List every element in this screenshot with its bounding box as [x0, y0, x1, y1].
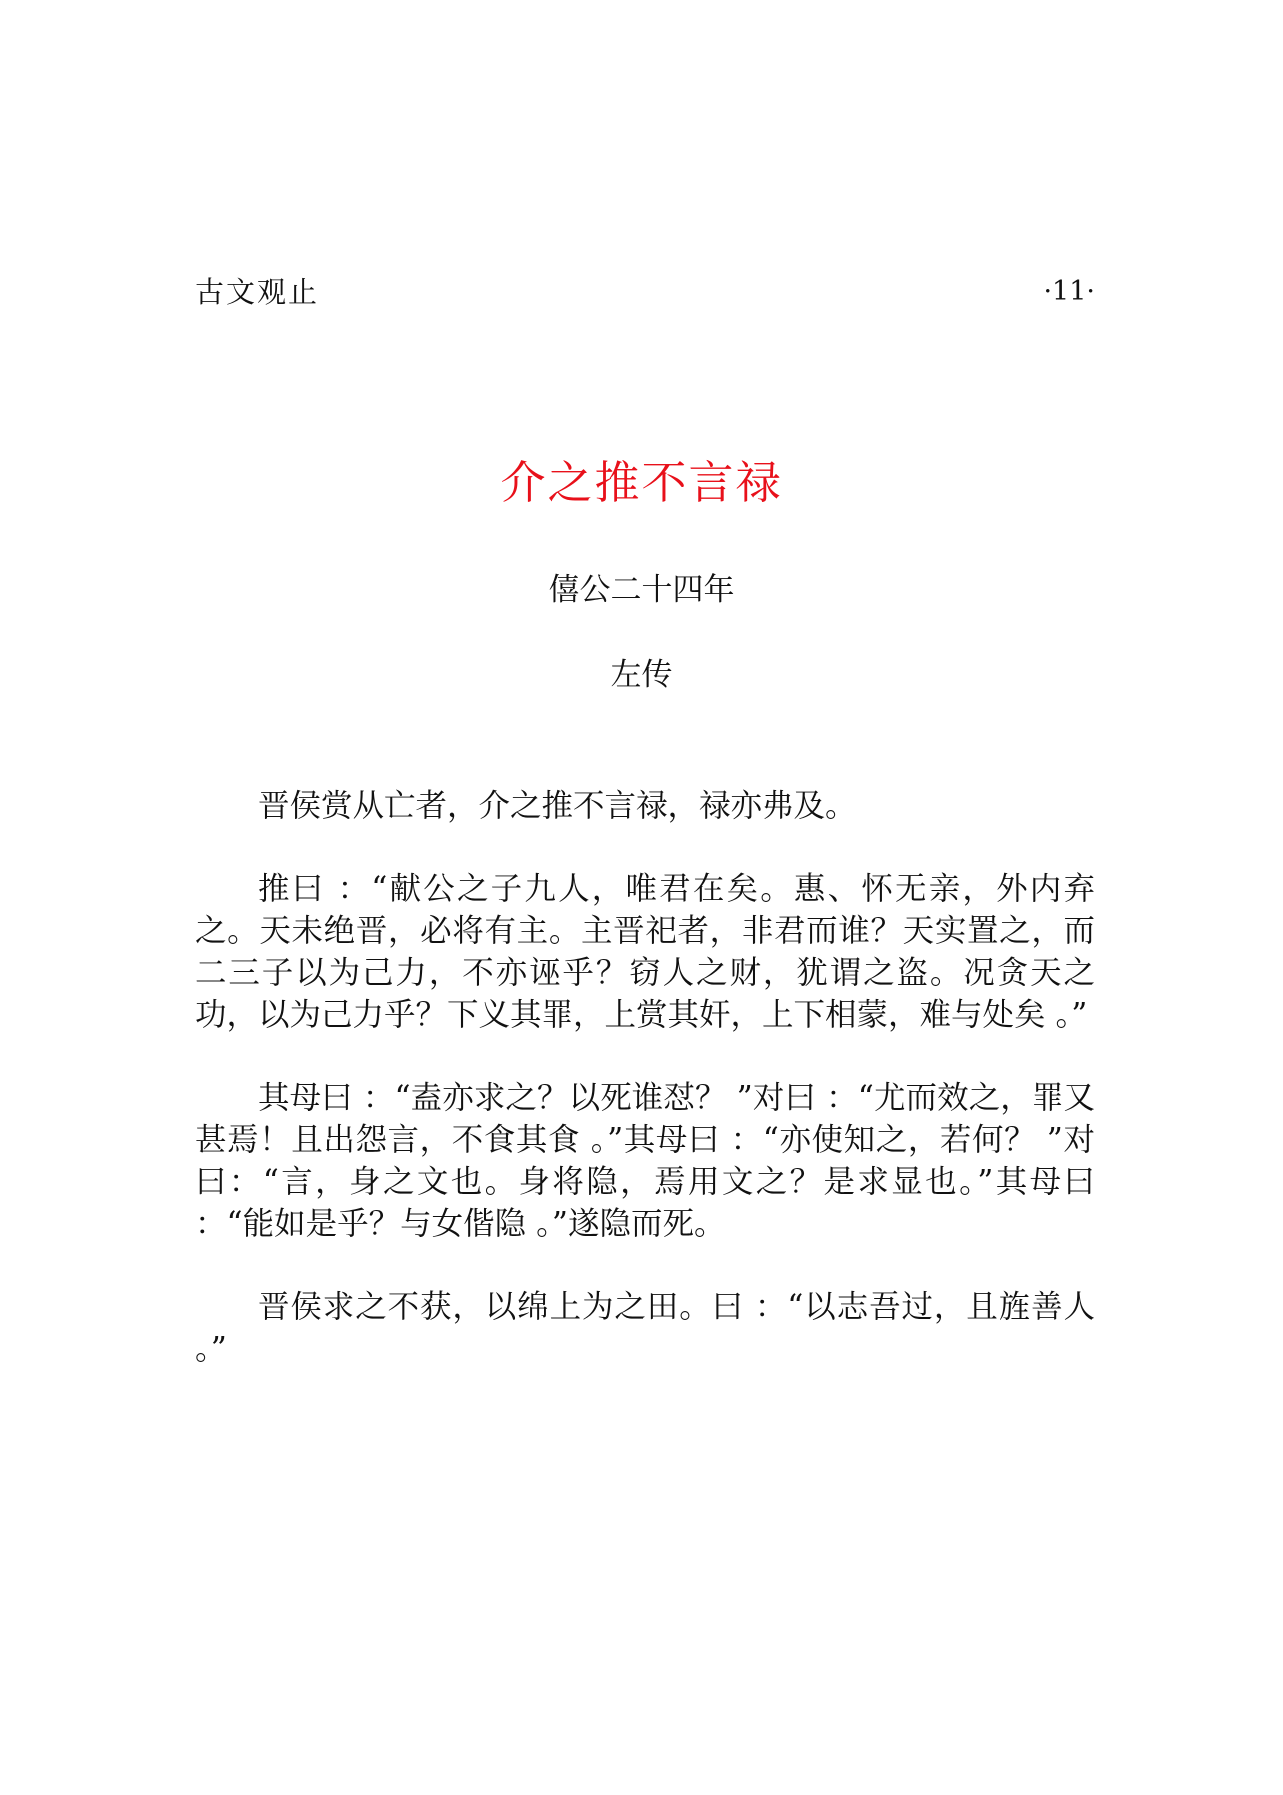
article-title: 介之推不言禄	[500, 456, 783, 509]
page-number: ·11·	[1043, 276, 1095, 307]
article-body	[195, 785, 1095, 1411]
paragraph: 其母曰 ：“盍亦求之？以死谁怼？ ”对曰 ：“尤而效之，罪又甚焉！且出怨言，不食其食 。”其母曰 ：“亦使知之，若何？ ”对曰：“言，身之文也。身将隐，焉用文之？是求显也。”其母曰 ：“能如是乎？与女偕隐 。”遂隐而死。	[195, 1080, 1095, 1242]
paragraph: 推曰 ：“献公之子九人，唯君在矣。惠、怀无亲，外内弃之。天未绝晋，必将有主。主晋祀者，非君而谁？天实置之，而二三子以为己力，不亦诬乎？窃人之财，犹谓之盗。况贪天之功，以为己力乎？下义其罪，上赏其奸，上下相蒙，难与处矣 。”	[195, 871, 1095, 1033]
article-year: 僖公二十四年	[548, 572, 735, 608]
article-source: 左传	[610, 657, 673, 693]
paragraph: 晋侯求之不获，以绵上为之田。曰 ：“以志吾过，且旌善人 。”	[195, 1289, 1095, 1367]
book-title: 古文观止	[195, 275, 320, 309]
paragraph: 晋侯赏从亡者，介之推不言禄，禄亦弗及。	[258, 788, 857, 824]
running-header	[195, 270, 1095, 314]
